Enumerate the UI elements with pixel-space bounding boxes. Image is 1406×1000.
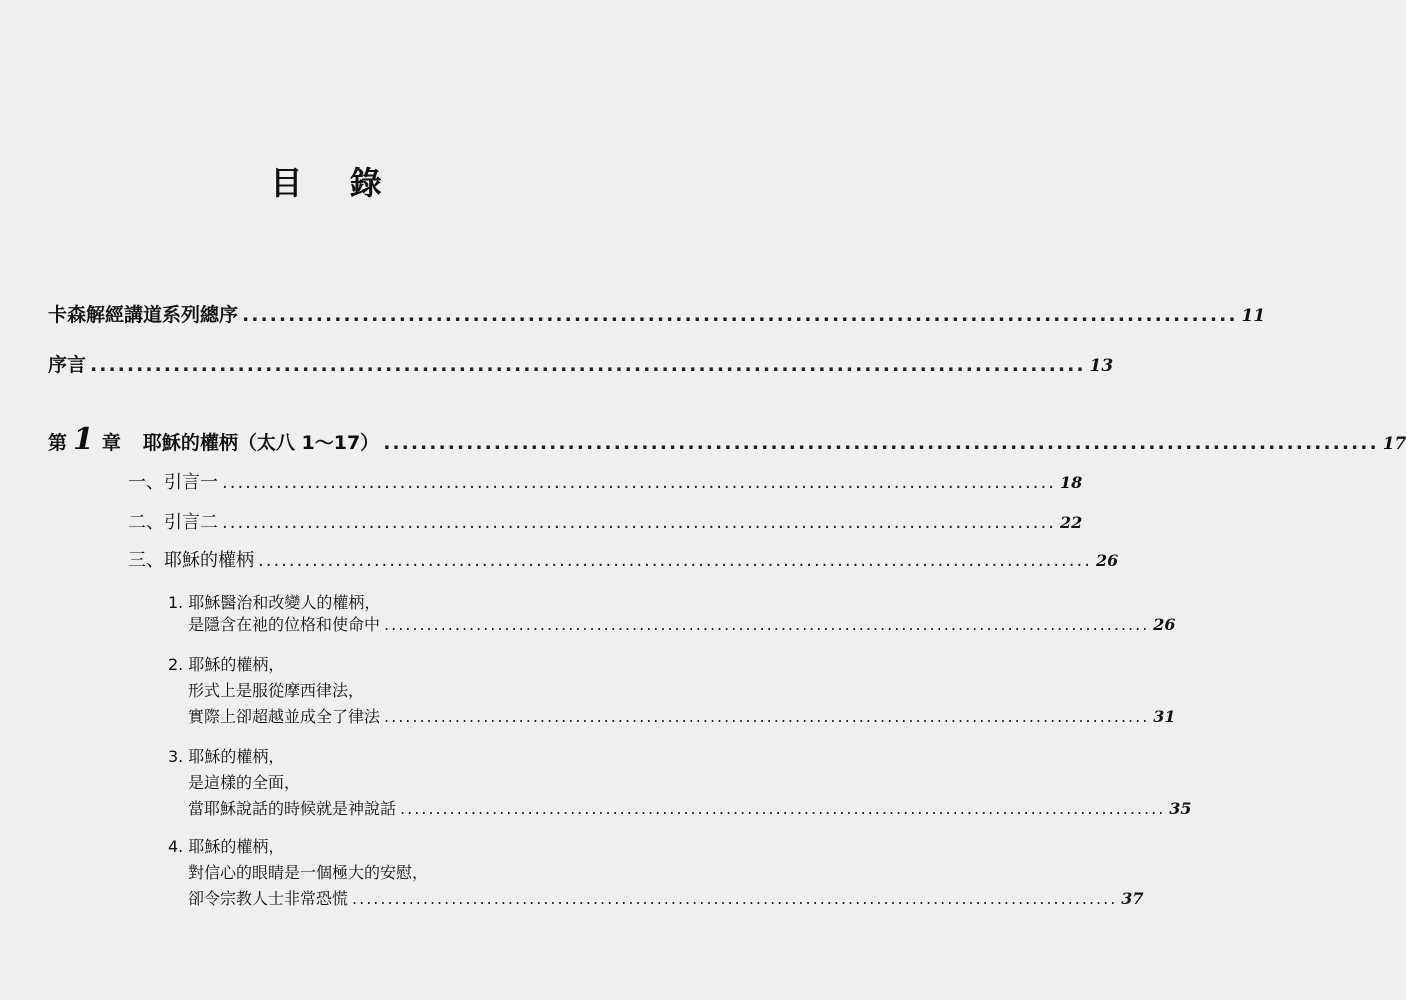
page-number: 37 <box>1121 889 1144 908</box>
toc-entry-subsection-1[interactable] <box>188 612 1176 635</box>
subsection-1-line-1: 1. 耶穌醫治和改變人的權柄， <box>168 593 381 612</box>
toc-entry-section-2[interactable] <box>128 508 1083 534</box>
entry-label: 三、耶穌的權柄 <box>128 550 254 571</box>
toc-entry-subsection-2[interactable] <box>188 704 1176 727</box>
toc-entry-preface[interactable] <box>48 350 1114 377</box>
page-number: 26 <box>1095 551 1119 570</box>
page-number: 35 <box>1169 799 1192 818</box>
entry-label: 序言 <box>48 354 87 376</box>
dot-leader: ............................................................................................................ <box>90 354 1086 376</box>
entry-label: 當耶穌說話的時候就是神說話 <box>188 799 397 818</box>
dot-leader: ............................................................................................................ <box>222 512 1056 533</box>
dot-leader: ............................................................................................................ <box>242 304 1238 326</box>
toc-entry-series-preface[interactable] <box>48 300 1266 327</box>
toc-entry-chapter-1[interactable] <box>48 422 1406 457</box>
subsection-4-line-2: 對信心的眼睛是一個極大的安慰， <box>188 863 429 882</box>
entry-label: 一、引言一 <box>128 472 218 493</box>
chapter-title: 耶穌的權柄（太八 1～17） <box>142 432 380 454</box>
dot-leader: ............................................................................................................ <box>383 432 1379 454</box>
dot-leader: ............................................................................................................ <box>222 472 1056 493</box>
dot-leader: ............................................................................................................ <box>400 799 1166 818</box>
entry-label: 卡森解經講道系列總序 <box>48 304 239 326</box>
page-number: 26 <box>1153 615 1176 634</box>
subsection-3-line-1: 3. 耶穌的權柄， <box>168 747 285 766</box>
page-number: 13 <box>1089 356 1114 376</box>
entry-label: 實際上卻超越並成全了律法 <box>188 707 381 726</box>
subsection-2-line-2: 形式上是服從摩西律法， <box>188 681 365 700</box>
page-number: 11 <box>1241 306 1266 326</box>
toc-entry-section-3[interactable] <box>128 546 1119 572</box>
page-number: 17 <box>1382 434 1406 454</box>
toc-entry-subsection-4[interactable] <box>188 886 1144 909</box>
subsection-4-line-1: 4. 耶穌的權柄， <box>168 837 285 856</box>
toc-entry-section-1[interactable] <box>128 468 1083 494</box>
toc-title: 目 錄 <box>270 164 400 202</box>
entry-label: 二、引言二 <box>128 512 218 533</box>
entry-label: 卻令宗教人士非常恐慌 <box>188 889 349 908</box>
subsection-2-line-1: 2. 耶穌的權柄， <box>168 655 285 674</box>
chapter-suffix: 章 <box>101 432 121 454</box>
toc-entry-subsection-3[interactable] <box>188 796 1192 819</box>
page-number: 31 <box>1153 707 1176 726</box>
chapter-prefix: 第 <box>48 432 68 454</box>
dot-leader: ............................................................................................................ <box>352 889 1118 908</box>
dot-leader: ............................................................................................................ <box>384 615 1150 634</box>
dot-leader: ............................................................................................................ <box>258 550 1092 571</box>
subsection-3-line-2: 是這樣的全面， <box>188 773 301 792</box>
page-number: 18 <box>1059 473 1083 492</box>
page-number: 22 <box>1059 513 1083 532</box>
dot-leader: ............................................................................................................ <box>384 707 1150 726</box>
chapter-number: 1 <box>73 422 94 457</box>
entry-label: 是隱含在祂的位格和使命中 <box>188 615 381 634</box>
